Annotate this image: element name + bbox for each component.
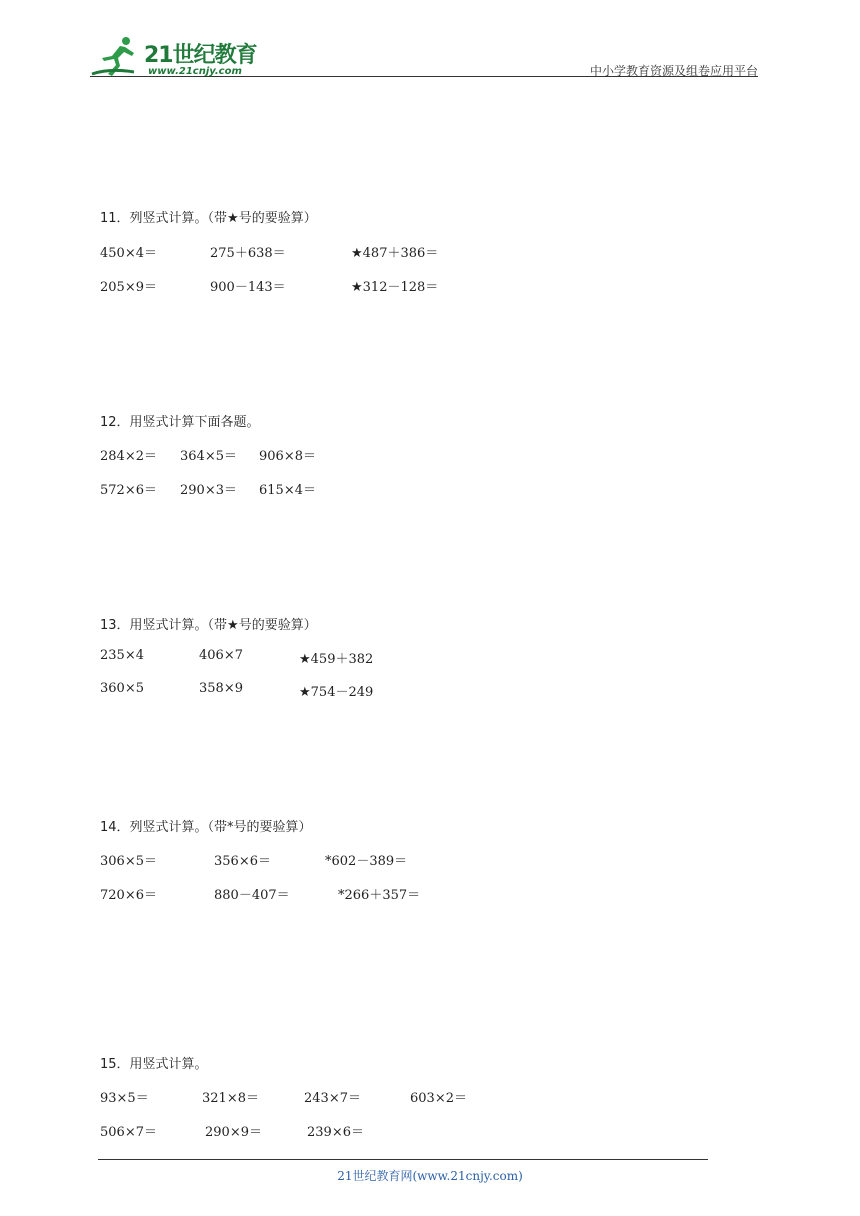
question-13-title: 13．用竖式计算。（带★号的要验算） — [100, 618, 317, 633]
problem: 358×9 — [199, 681, 243, 696]
problem: 239×6＝ — [307, 1125, 364, 1140]
problem: 720×6＝ — [100, 888, 157, 903]
problem: 603×2＝ — [410, 1091, 467, 1106]
problem-verify: *602－389＝ — [325, 854, 408, 869]
logo-url: www.21cnjy.com — [148, 66, 242, 77]
problem: 360×5 — [100, 681, 144, 696]
problem: 450×4＝ — [100, 246, 157, 261]
question-12-title: 12．用竖式计算下面各题。 — [100, 415, 260, 430]
problem: 615×4＝ — [259, 483, 316, 498]
problem: 290×9＝ — [205, 1125, 262, 1140]
problem: 321×8＝ — [202, 1091, 259, 1106]
logo — [90, 34, 260, 78]
problem: 900－143＝ — [210, 280, 286, 295]
problem: 572×6＝ — [100, 483, 157, 498]
problem: 284×2＝ — [100, 449, 157, 464]
question-15-title: 15．用竖式计算。 — [100, 1057, 208, 1072]
runner-logo-icon — [90, 34, 146, 78]
question-11-title: 11．列竖式计算。（带★号的要验算） — [100, 211, 317, 226]
problem: 243×7＝ — [304, 1091, 361, 1106]
logo-text: 21世纪教育 — [144, 43, 257, 68]
page-header — [90, 30, 758, 82]
header-platform-text: 中小学教育资源及组卷应用平台 — [589, 64, 758, 78]
problem-verify: ★459＋382 — [299, 652, 374, 667]
problem: 364×5＝ — [180, 449, 237, 464]
problem: 205×9＝ — [100, 280, 157, 295]
footer-link[interactable]: 21世纪教育网(www.21cnjy.com) — [337, 1169, 523, 1183]
problem: 290×3＝ — [180, 483, 237, 498]
question-14-title: 14．列竖式计算。（带*号的要验算） — [100, 820, 312, 835]
problem-verify: ★754－249 — [299, 685, 374, 700]
problem: 235×4 — [100, 648, 144, 663]
problem: 275＋638＝ — [210, 246, 286, 261]
header-divider — [90, 76, 758, 77]
problem-verify: *266＋357＝ — [338, 888, 421, 903]
problem: 306×5＝ — [100, 854, 157, 869]
problem: 906×8＝ — [259, 449, 316, 464]
problem-verify: ★487＋386＝ — [351, 246, 439, 261]
problem: 356×6＝ — [214, 854, 271, 869]
problem: 506×7＝ — [100, 1125, 157, 1140]
problem-verify: ★312－128＝ — [351, 280, 439, 295]
problem: 406×7 — [199, 648, 243, 663]
problem: 880－407＝ — [214, 888, 290, 903]
problem: 93×5＝ — [100, 1091, 149, 1106]
footer-divider — [98, 1159, 708, 1160]
